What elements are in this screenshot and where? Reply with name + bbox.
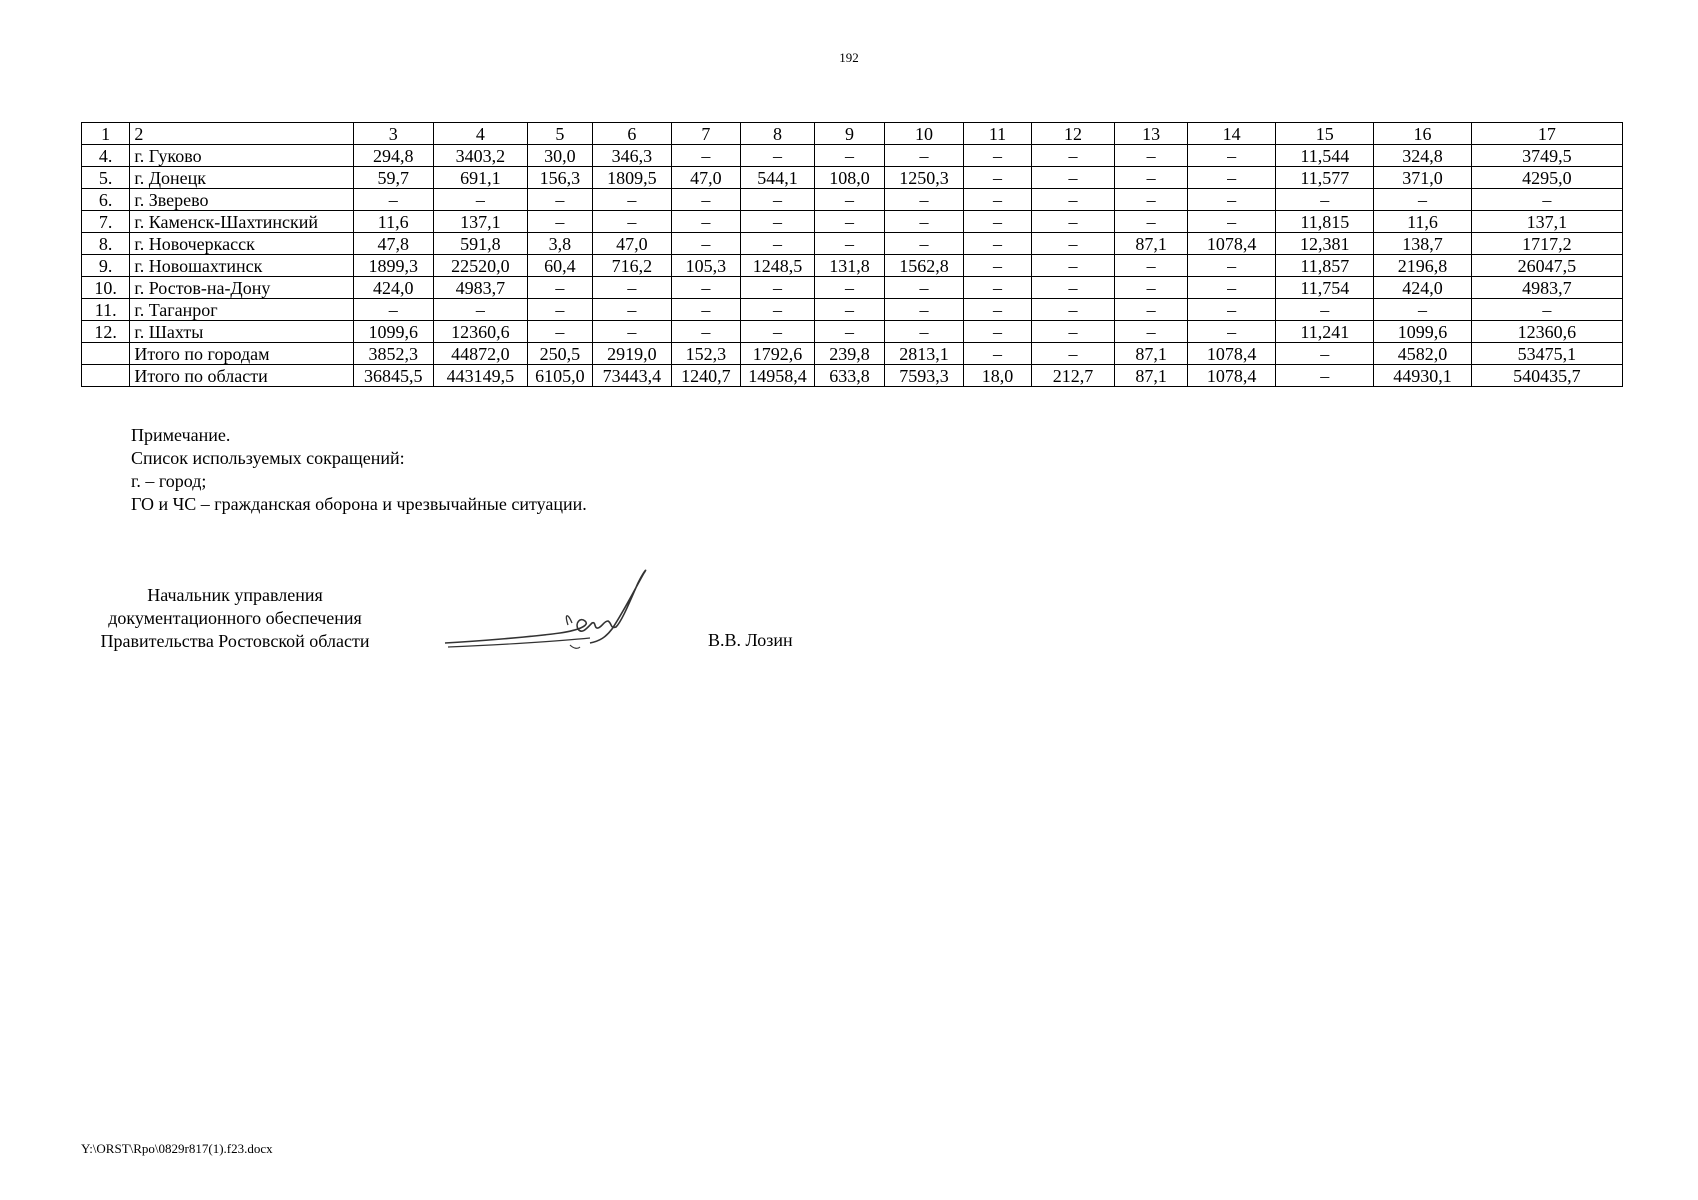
table-cell: 12360,6 (433, 321, 528, 343)
table-row (82, 321, 1623, 343)
table-cell: 11. (82, 299, 130, 321)
table-cell: 22520,0 (433, 255, 528, 277)
table-cell: – (528, 299, 592, 321)
table-cell: – (1276, 343, 1374, 365)
column-number-cell: 14 (1187, 123, 1276, 145)
table-cell: 156,3 (528, 167, 592, 189)
table-cell: – (1276, 299, 1374, 321)
column-number-cell: 3 (353, 123, 433, 145)
note-title: Примечание. (131, 425, 231, 445)
column-number-cell: 1 (82, 123, 130, 145)
table-cell: 47,0 (592, 233, 672, 255)
table-cell: – (433, 299, 528, 321)
position-line: Начальник управления (147, 585, 323, 605)
table-cell: 346,3 (592, 145, 672, 167)
note-line: г. – город; (131, 471, 207, 491)
table-cell: – (884, 299, 964, 321)
table-cell: – (740, 299, 815, 321)
table-cell: – (815, 211, 884, 233)
table-cell: – (1471, 299, 1622, 321)
table-cell: 138,7 (1374, 233, 1472, 255)
table-cell: 137,1 (433, 211, 528, 233)
table-cell: – (672, 211, 740, 233)
table-cell: – (672, 277, 740, 299)
table-cell: – (1276, 189, 1374, 211)
table-cell: 108,0 (815, 167, 884, 189)
table-cell: 294,8 (353, 145, 433, 167)
table-cell: 633,8 (815, 365, 884, 387)
table-cell: – (528, 189, 592, 211)
table-cell (82, 343, 130, 365)
table-cell: 60,4 (528, 255, 592, 277)
table-cell: г. Ростов-на-Дону (130, 277, 354, 299)
table-cell: 87,1 (1115, 343, 1188, 365)
table-cell: – (1115, 321, 1188, 343)
table-cell: – (964, 299, 1031, 321)
table-cell: 4. (82, 145, 130, 167)
column-number-cell: 13 (1115, 123, 1188, 145)
table-cell: 73443,4 (592, 365, 672, 387)
data-table (81, 122, 1623, 387)
table-cell: 3852,3 (353, 343, 433, 365)
table-cell: 131,8 (815, 255, 884, 277)
table-cell: – (1115, 299, 1188, 321)
table-cell: – (740, 321, 815, 343)
table-cell: – (672, 189, 740, 211)
note-line: ГО и ЧС – гражданская оборона и чрезвычайные ситуации. (131, 494, 587, 514)
column-number-cell: 17 (1471, 123, 1622, 145)
table-cell: – (1187, 145, 1276, 167)
table-cell: 324,8 (1374, 145, 1472, 167)
table-row (82, 277, 1623, 299)
table-cell: 137,1 (1471, 211, 1622, 233)
table-cell: 1078,4 (1187, 343, 1276, 365)
table-cell: г. Гуково (130, 145, 354, 167)
table-cell: – (528, 277, 592, 299)
table-cell: – (1471, 189, 1622, 211)
table-cell: 53475,1 (1471, 343, 1622, 365)
table-cell: 1099,6 (353, 321, 433, 343)
column-number-cell: 12 (1031, 123, 1115, 145)
table-cell: 11,6 (353, 211, 433, 233)
table-cell: – (592, 211, 672, 233)
table-cell: 4295,0 (1471, 167, 1622, 189)
table-cell: 4582,0 (1374, 343, 1472, 365)
table-cell: – (1187, 189, 1276, 211)
table-cell: 1899,3 (353, 255, 433, 277)
table-cell: 44930,1 (1374, 365, 1472, 387)
table-cell: 11,577 (1276, 167, 1374, 189)
table-cell: – (1031, 255, 1115, 277)
table-cell: 11,544 (1276, 145, 1374, 167)
table-row (82, 365, 1623, 387)
table-cell: – (1187, 321, 1276, 343)
table-cell: 2919,0 (592, 343, 672, 365)
table-row (82, 255, 1623, 277)
table-cell: 11,6 (1374, 211, 1472, 233)
table-body (82, 123, 1623, 387)
table-cell: – (592, 189, 672, 211)
table-cell: – (964, 189, 1031, 211)
column-number-cell: 7 (672, 123, 740, 145)
table-cell: – (433, 189, 528, 211)
table-cell: – (1031, 343, 1115, 365)
table-cell: 59,7 (353, 167, 433, 189)
table-cell: – (672, 321, 740, 343)
table-cell: 18,0 (964, 365, 1031, 387)
table-cell: 11,815 (1276, 211, 1374, 233)
table-cell: – (528, 211, 592, 233)
table-cell (82, 365, 130, 387)
signer-name: В.В. Лозин (708, 630, 793, 650)
table-cell: – (1115, 145, 1188, 167)
table-cell: – (815, 189, 884, 211)
table-cell: 2813,1 (884, 343, 964, 365)
table-cell: г. Шахты (130, 321, 354, 343)
column-number-cell: 11 (964, 123, 1031, 145)
table-cell: г. Донецк (130, 167, 354, 189)
table-cell: 212,7 (1031, 365, 1115, 387)
table-cell: Итого по области (130, 365, 354, 387)
table-cell: 36845,5 (353, 365, 433, 387)
table-cell: – (672, 145, 740, 167)
table-cell: 26047,5 (1471, 255, 1622, 277)
table-cell: – (1115, 167, 1188, 189)
table-cell: 3403,2 (433, 145, 528, 167)
table-cell: – (1115, 255, 1188, 277)
table-cell: – (815, 145, 884, 167)
table-cell: 716,2 (592, 255, 672, 277)
signer-position (80, 584, 390, 653)
table-cell: 44872,0 (433, 343, 528, 365)
column-number-cell: 9 (815, 123, 884, 145)
table-cell: – (740, 277, 815, 299)
position-line: Правительства Ростовской области (100, 631, 370, 651)
table-cell: – (884, 145, 964, 167)
table-cell: – (528, 321, 592, 343)
table-cell: – (672, 299, 740, 321)
table-cell: 11,754 (1276, 277, 1374, 299)
table-cell: – (1187, 277, 1276, 299)
table-row (82, 167, 1623, 189)
table-cell: – (1374, 299, 1472, 321)
table-cell: 9. (82, 255, 130, 277)
column-number-cell: 16 (1374, 123, 1472, 145)
table-cell: – (815, 233, 884, 255)
table-cell: – (964, 211, 1031, 233)
table-cell: – (592, 299, 672, 321)
table-cell: 1248,5 (740, 255, 815, 277)
table-cell: – (1031, 277, 1115, 299)
table-cell: – (353, 189, 433, 211)
table-cell: – (1187, 167, 1276, 189)
table-cell: 14958,4 (740, 365, 815, 387)
table-cell: – (672, 233, 740, 255)
table-cell: – (964, 145, 1031, 167)
table-cell: – (1031, 189, 1115, 211)
table-cell: 691,1 (433, 167, 528, 189)
table-cell: 3,8 (528, 233, 592, 255)
table-header-row (82, 123, 1623, 145)
file-path: Y:\ORST\Rpo\0829r817(1).f23.docx (81, 1141, 273, 1156)
table-cell: 12360,6 (1471, 321, 1622, 343)
table-cell: 4983,7 (1471, 277, 1622, 299)
table-row (82, 233, 1623, 255)
column-number-cell: 6 (592, 123, 672, 145)
table-cell: – (1187, 299, 1276, 321)
table-cell: 7. (82, 211, 130, 233)
table-cell: 1562,8 (884, 255, 964, 277)
table-cell: 544,1 (740, 167, 815, 189)
column-number-cell: 10 (884, 123, 964, 145)
column-number-cell: 5 (528, 123, 592, 145)
table-cell: – (964, 321, 1031, 343)
table-cell: 591,8 (433, 233, 528, 255)
table-cell: 1792,6 (740, 343, 815, 365)
table-cell: – (740, 211, 815, 233)
table-cell: Итого по городам (130, 343, 354, 365)
table-cell: – (884, 233, 964, 255)
table-cell: – (1031, 167, 1115, 189)
table-cell: 540435,7 (1471, 365, 1622, 387)
table-cell: 12. (82, 321, 130, 343)
table-cell: 239,8 (815, 343, 884, 365)
table-cell: – (1031, 211, 1115, 233)
table-cell: – (1031, 145, 1115, 167)
table-cell: 2196,8 (1374, 255, 1472, 277)
table-cell: г. Зверево (130, 189, 354, 211)
table-cell: – (815, 321, 884, 343)
table-cell: 87,1 (1115, 365, 1188, 387)
table-cell: 424,0 (1374, 277, 1472, 299)
note-line: Список используемых сокращений: (131, 448, 405, 468)
note (131, 424, 587, 516)
table-row (82, 189, 1623, 211)
table-cell: 152,3 (672, 343, 740, 365)
table-cell: 443149,5 (433, 365, 528, 387)
table-cell: г. Таганрог (130, 299, 354, 321)
table-cell: – (884, 189, 964, 211)
table-cell: 1717,2 (1471, 233, 1622, 255)
table-cell: 105,3 (672, 255, 740, 277)
table-cell: 371,0 (1374, 167, 1472, 189)
table-cell: – (592, 277, 672, 299)
table-cell: – (884, 211, 964, 233)
table-cell: 8. (82, 233, 130, 255)
handwritten-signature (440, 563, 650, 653)
column-number-cell: 4 (433, 123, 528, 145)
table-cell: – (964, 167, 1031, 189)
table-cell: 1078,4 (1187, 233, 1276, 255)
table-cell: – (964, 255, 1031, 277)
table-cell: – (1115, 277, 1188, 299)
table-cell: – (740, 145, 815, 167)
table-cell: г. Новошахтинск (130, 255, 354, 277)
table-cell: 12,381 (1276, 233, 1374, 255)
table-cell: – (740, 233, 815, 255)
table-cell: 6. (82, 189, 130, 211)
page-number: 192 (839, 50, 859, 65)
table-cell: – (964, 277, 1031, 299)
table-cell: 250,5 (528, 343, 592, 365)
table-cell: 3749,5 (1471, 145, 1622, 167)
table-cell: 11,241 (1276, 321, 1374, 343)
table-cell: – (1374, 189, 1472, 211)
table-cell: 1240,7 (672, 365, 740, 387)
table-cell: г. Каменск-Шахтинский (130, 211, 354, 233)
table-cell: 1099,6 (1374, 321, 1472, 343)
table-cell: 1078,4 (1187, 365, 1276, 387)
table-cell: – (884, 321, 964, 343)
table-cell: 6105,0 (528, 365, 592, 387)
table-cell: – (815, 277, 884, 299)
table-cell: – (884, 277, 964, 299)
table-cell: 10. (82, 277, 130, 299)
table-cell: 87,1 (1115, 233, 1188, 255)
table-cell: 1250,3 (884, 167, 964, 189)
table-cell: 1809,5 (592, 167, 672, 189)
table-cell: – (1187, 211, 1276, 233)
column-number-cell: 8 (740, 123, 815, 145)
table-cell: 5. (82, 167, 130, 189)
position-line: документационного обеспечения (108, 608, 362, 628)
table-cell: – (1031, 321, 1115, 343)
table-row (82, 211, 1623, 233)
table-cell: – (353, 299, 433, 321)
table-cell: 47,8 (353, 233, 433, 255)
table-cell: – (1031, 299, 1115, 321)
table-cell: – (1031, 233, 1115, 255)
table-cell: – (815, 299, 884, 321)
table-cell: – (740, 189, 815, 211)
table-cell: – (1187, 255, 1276, 277)
table-cell: – (1276, 365, 1374, 387)
table-row (82, 343, 1623, 365)
table-row (82, 145, 1623, 167)
table-cell: – (964, 233, 1031, 255)
column-number-cell: 15 (1276, 123, 1374, 145)
table-cell: – (592, 321, 672, 343)
table-cell: – (1115, 189, 1188, 211)
table-cell: 4983,7 (433, 277, 528, 299)
table-row (82, 299, 1623, 321)
table-cell: – (964, 343, 1031, 365)
table-cell: – (1115, 211, 1188, 233)
column-number-cell: 2 (130, 123, 354, 145)
table-cell: 424,0 (353, 277, 433, 299)
table-cell: г. Новочеркасск (130, 233, 354, 255)
table-cell: 47,0 (672, 167, 740, 189)
table-cell: 11,857 (1276, 255, 1374, 277)
table-cell: 30,0 (528, 145, 592, 167)
table-cell: 7593,3 (884, 365, 964, 387)
